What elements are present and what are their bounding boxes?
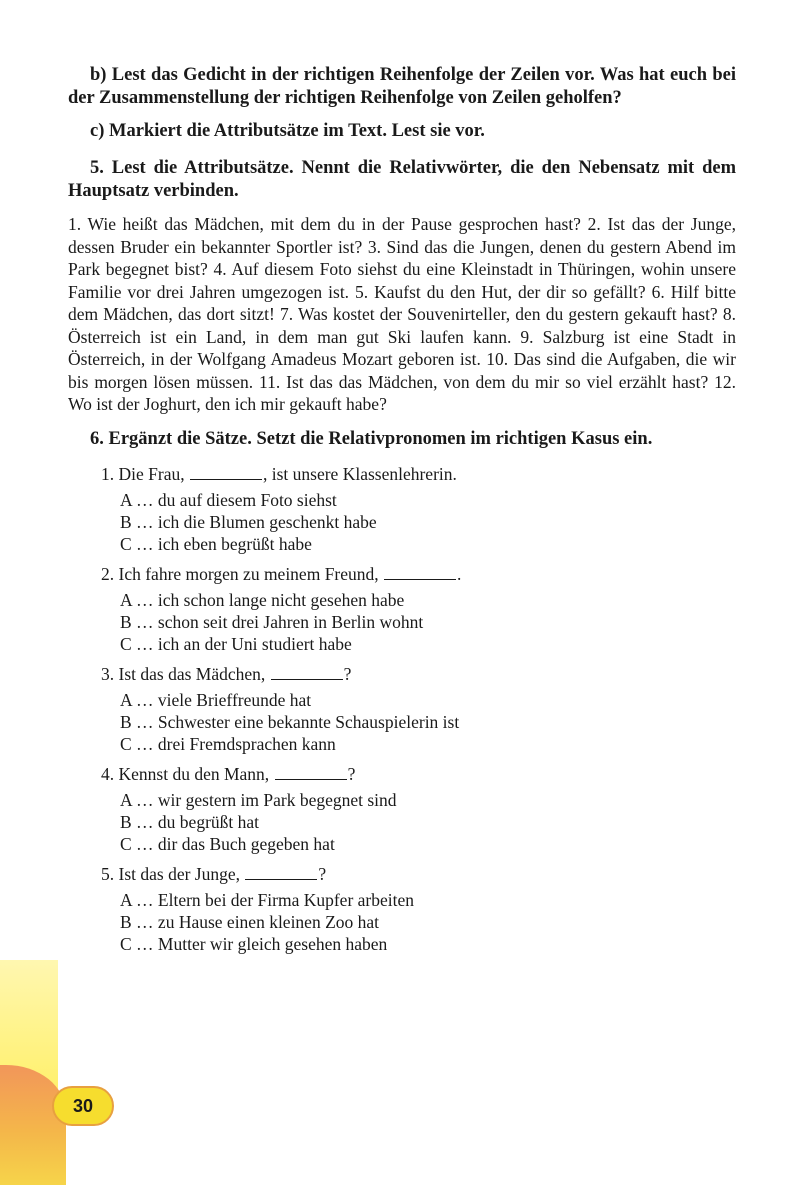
answer-blank	[275, 765, 347, 780]
question-item	[68, 763, 736, 855]
option-b: B … du begrüßt hat	[120, 811, 260, 832]
task-5-text: 1. Wie heißt das Mädchen, mit dem du in der Pause gesprochen hast? 2. Ist das der Junge, dessen Bruder ein bekannter Sportler ist? 3. Sind das die Jungen, denen du gestern Abend im Park begegnet bist? 4. Auf diesem Foto siehst du eine Kleinstadt in Thüringen, wohin unsere Familie vor drei Jahren umgezogen ist. 5. Kaufst du den Hut, der dir so gefällt? 6. Hilf bitte dem Mädchen, das dort sitzt! 7. Was kostet der Souvenirteller, den du gestern gekauft hast? 8. Österreich ist ein Land, in dem man gut Ski laufen kann. 9. Salzburg ist eine Stadt in Österreich, in der Wolfgang Amadeus Mozart geboren ist. 10. Das sind die Aufgaben, die wir bis morgen lösen müssen. 11. Ist das das Mädchen, von dem du mir so viel erzählt hast? 12. Wo ist der Joghurt, den ich mir gekauft habe?	[68, 214, 736, 414]
option-list	[68, 889, 736, 955]
option-list	[68, 689, 736, 755]
page-content	[68, 64, 736, 963]
question-item	[68, 463, 736, 555]
question-item	[68, 563, 736, 655]
task-c-heading: c) Markiert die Attributsätze im Text. Lest sie vor.	[90, 121, 485, 141]
option-c: C … ich eben begrüßt habe	[120, 533, 312, 554]
option-a: A … du auf diesem Foto siehst	[120, 489, 337, 510]
option-c: C … Mutter wir gleich gesehen haben	[120, 933, 388, 954]
answer-blank	[384, 565, 456, 580]
option-b: B … Schwester eine bekannte Schauspielerin ist	[120, 711, 460, 732]
question-item	[68, 663, 736, 755]
option-b: B … zu Hause einen kleinen Zoo hat	[120, 911, 380, 932]
option-b: B … schon seit drei Jahren in Berlin wohnt	[120, 611, 424, 632]
question-stem: 4. Kennst du den Mann, ?	[101, 763, 356, 784]
answer-blank	[271, 665, 343, 680]
page-number: 30	[52, 1086, 114, 1126]
task-6-heading: 6. Ergänzt die Sätze. Setzt die Relativpronomen im richtigen Kasus ein.	[90, 428, 653, 449]
option-list	[68, 789, 736, 855]
task-b-heading: b) Lest das Gedicht in der richtigen Reihenfolge der Zeilen vor. Was hat euch bei der Zusammenstellung der richtigen Reihenfolge von Zeilen geholfen?	[68, 65, 736, 108]
option-list	[68, 589, 736, 655]
task-5-heading: 5. Lest die Attributsätze. Nennt die Relativwörter, die den Nebensatz mit dem Hauptsatz verbinden.	[68, 158, 736, 201]
option-c: C … ich an der Uni studiert habe	[120, 633, 352, 654]
option-a: A … ich schon lange nicht gesehen habe	[120, 589, 405, 610]
option-a: A … viele Brieffreunde hat	[120, 689, 312, 710]
option-list	[68, 489, 736, 555]
answer-blank	[190, 465, 262, 480]
option-a: A … wir gestern im Park begegnet sind	[120, 789, 397, 810]
option-c: C … drei Fremdsprachen kann	[120, 733, 336, 754]
answer-blank	[245, 865, 317, 880]
question-list	[68, 463, 736, 955]
question-stem: 2. Ich fahre morgen zu meinem Freund, .	[101, 563, 462, 584]
question-stem: 5. Ist das der Junge, ?	[101, 863, 327, 884]
option-c: C … dir das Buch gegeben hat	[120, 833, 335, 854]
question-item	[68, 863, 736, 955]
option-a: A … Eltern bei der Firma Kupfer arbeiten	[120, 889, 414, 910]
option-b: B … ich die Blumen geschenkt habe	[120, 511, 377, 532]
question-stem: 3. Ist das das Mädchen, ?	[101, 663, 352, 684]
question-stem: 1. Die Frau, , ist unsere Klassenlehrerin.	[101, 463, 457, 484]
